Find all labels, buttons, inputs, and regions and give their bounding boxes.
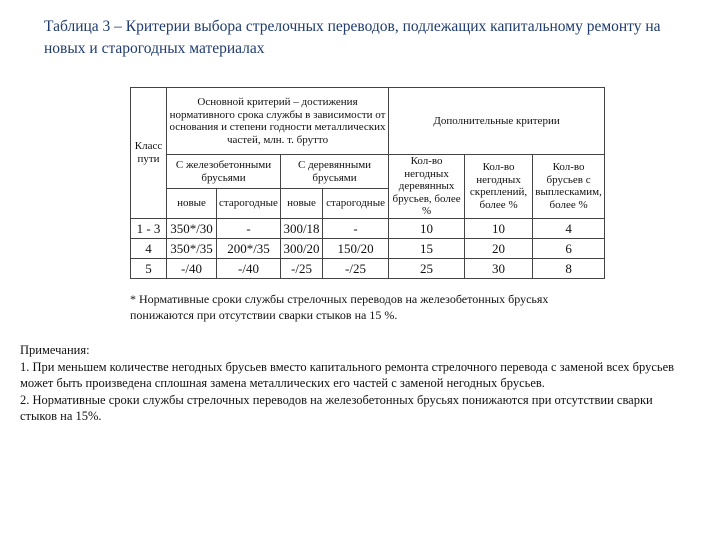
header-add-col3: Кол-во брусьев с выплескамим, более %: [533, 155, 605, 219]
cell-wood-new: 300/18: [281, 218, 323, 238]
cell-wood-old: 150/20: [323, 238, 389, 258]
cell-wood-old: -/25: [323, 258, 389, 278]
cell-class: 1 - 3: [131, 218, 167, 238]
cell-rc-old: 200*/35: [217, 238, 281, 258]
cell-add2: 10: [465, 218, 533, 238]
cell-rc-new: -/40: [167, 258, 217, 278]
header-rc-new: новые: [167, 189, 217, 218]
table-footnote: * Нормативные сроки службы стрелочных переводов на железобетонных брусьях понижаются при отсутствии сварки стыков на 15 %.: [130, 292, 549, 322]
header-wood-new: новые: [281, 189, 323, 218]
criteria-table-image: [130, 87, 604, 279]
header-rc-sleepers: С железобетонными брусьями: [167, 155, 281, 189]
cell-add1: 10: [389, 218, 465, 238]
header-class: Класс пути: [131, 88, 167, 219]
header-additional-criteria: Дополнительные критерии: [389, 88, 605, 155]
notes-section: [20, 342, 680, 425]
table-row: [131, 238, 605, 258]
criteria-table: [130, 87, 605, 279]
notes-heading: Примечания:: [20, 343, 90, 357]
cell-rc-new: 350*/30: [167, 218, 217, 238]
header-wood-old: старогодные: [323, 189, 389, 218]
cell-class: 4: [131, 238, 167, 258]
cell-add3: 4: [533, 218, 605, 238]
cell-rc-old: -/40: [217, 258, 281, 278]
cell-add2: 30: [465, 258, 533, 278]
cell-wood-new: -/25: [281, 258, 323, 278]
note-2: 2. Нормативные сроки службы стрелочных переводов на железобетонных брусьях понижаются при отсутствии сварки стыков на 15%.: [20, 392, 653, 423]
cell-add1: 25: [389, 258, 465, 278]
cell-add3: 8: [533, 258, 605, 278]
page-title: Таблица 3 – Критерии выбора стрелочных переводов, подлежащих капитальному ремонту на новых и старогодных материалах: [44, 18, 661, 57]
cell-wood-new: 300/20: [281, 238, 323, 258]
cell-wood-old: -: [323, 218, 389, 238]
note-1: 1. При меньшем количестве негодных брусьев вместо капитального ремонта стрелочного перевода с заменой всех брусьев может быть произведена сплошная замена металлических его частей с заменой негодных брусьев.: [20, 359, 675, 390]
header-add-col2: Кол-во негодных скреплений, более %: [465, 155, 533, 219]
cell-add2: 20: [465, 238, 533, 258]
table-row: [131, 218, 605, 238]
cell-rc-old: -: [217, 218, 281, 238]
cell-class: 5: [131, 258, 167, 278]
header-wood-sleepers: С деревянными брусьями: [281, 155, 389, 189]
cell-rc-new: 350*/35: [167, 238, 217, 258]
header-main-criterion: Основной критерий – достижения нормативного срока службы в зависимости от основания и степени годности металлических частей, млн. т. брутто: [167, 88, 389, 155]
cell-add1: 15: [389, 238, 465, 258]
cell-add3: 6: [533, 238, 605, 258]
header-rc-old: старогодные: [217, 189, 281, 218]
table-row: [131, 258, 605, 278]
header-add-col1: Кол-во негодных деревянных брусьев, более %: [389, 155, 465, 219]
